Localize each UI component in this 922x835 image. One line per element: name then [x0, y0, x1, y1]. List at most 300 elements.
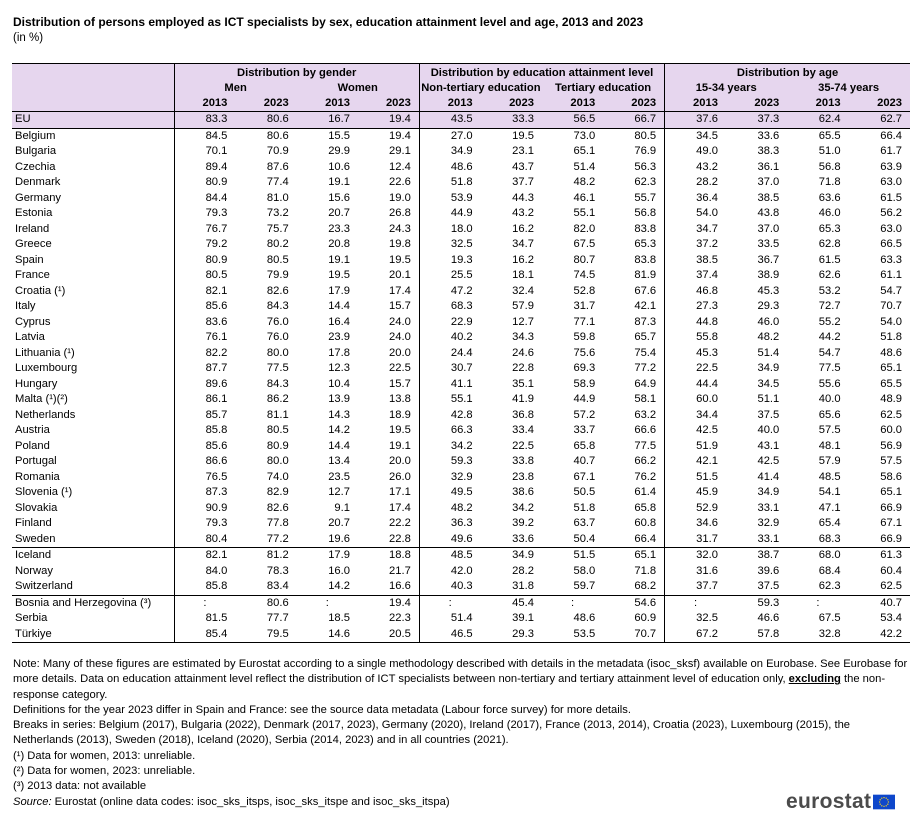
value-cell: 37.7: [665, 579, 726, 595]
value-cell: 63.3: [880, 253, 902, 266]
value-cell: 74.0: [266, 470, 289, 483]
value-cell: 81.1: [266, 408, 289, 421]
value-cell: 39.1: [512, 612, 534, 624]
header-men: Men: [174, 81, 297, 96]
value-cell: 87.3: [634, 315, 657, 328]
country-cell: Switzerland: [15, 580, 73, 592]
value-cell: 80.9: [266, 439, 289, 452]
value-cell: 62.7: [849, 112, 910, 129]
value-cell: 60.8: [634, 517, 657, 529]
value-cell: 14.3: [328, 408, 350, 421]
value-cell: 26.0: [389, 470, 411, 483]
value-cell: 51.5: [665, 470, 726, 486]
value-cell: 65.4: [818, 517, 841, 529]
value-cell: 63.6: [818, 191, 841, 204]
value-cell: 57.2: [573, 408, 596, 421]
value-cell: 19.8: [389, 238, 411, 250]
table-row: [12, 206, 910, 222]
value-cell: 19.4: [358, 595, 419, 611]
value-cell: 63.0: [880, 222, 902, 235]
value-cell: 80.9: [174, 175, 235, 191]
value-cell: 82.1: [174, 548, 235, 564]
table-row: [12, 579, 910, 595]
value-cell: 38.5: [665, 253, 726, 269]
value-cell: 76.0: [266, 315, 289, 328]
value-cell: 40.0: [818, 393, 841, 405]
value-cell: 33.1: [757, 501, 780, 514]
value-cell: 36.3: [419, 516, 480, 532]
table-row: [12, 392, 910, 408]
value-cell: 33.7: [573, 424, 596, 436]
flag-star: [884, 797, 885, 798]
value-cell: 24.4: [419, 346, 480, 362]
value-cell: 57.5: [880, 455, 902, 467]
value-cell: 20.8: [328, 238, 350, 250]
value-cell: 80.6: [235, 595, 296, 611]
value-cell: 70.7: [603, 627, 664, 643]
value-cell: 61.4: [634, 486, 657, 498]
value-cell: 82.6: [266, 501, 289, 514]
value-cell: 85.8: [174, 423, 235, 439]
value-cell: 38.7: [726, 548, 787, 564]
value-cell: 85.6: [174, 299, 235, 315]
table-row: [12, 485, 910, 501]
value-cell: 37.3: [726, 112, 787, 129]
table-row: [12, 128, 910, 144]
table-row: [12, 548, 910, 564]
flag-star: [886, 805, 887, 806]
value-cell: 54.0: [880, 315, 902, 328]
value-cell: 24.3: [389, 222, 411, 235]
table-row: [12, 611, 910, 627]
value-cell: 65.6: [818, 408, 841, 421]
value-cell: 80.5: [174, 268, 235, 284]
table-row: [12, 516, 910, 532]
table-row: [12, 361, 910, 377]
value-cell: 31.7: [573, 300, 596, 312]
value-cell: 76.5: [174, 470, 235, 486]
value-cell: 83.4: [266, 580, 289, 592]
value-cell: 23.9: [328, 331, 350, 343]
value-cell: 19.1: [328, 176, 350, 188]
value-cell: 17.9: [328, 284, 350, 297]
value-cell: 56.9: [880, 439, 902, 452]
value-cell: 83.6: [174, 315, 235, 331]
country-cell: Norway: [15, 564, 53, 577]
value-cell: 76.7: [174, 222, 235, 238]
value-cell: 45.9: [665, 485, 726, 501]
value-cell: 33.3: [481, 112, 542, 129]
value-cell: 62.5: [880, 408, 902, 421]
value-cell: 22.5: [389, 362, 411, 374]
country-cell: Ireland: [15, 222, 50, 235]
value-cell: 20.7: [328, 207, 350, 219]
value-cell: 72.7: [818, 300, 841, 312]
header-year: 2013: [174, 96, 235, 112]
value-cell: 81.9: [634, 269, 657, 281]
header-year: 2013: [665, 96, 726, 112]
value-cell: 66.4: [880, 129, 902, 142]
value-cell: 19.3: [419, 253, 480, 269]
value-cell: 42.5: [757, 455, 780, 467]
value-cell: 67.5: [573, 238, 596, 250]
value-cell: 36.4: [665, 191, 726, 207]
value-cell: 63.0: [880, 176, 902, 188]
value-cell: 31.6: [665, 564, 726, 580]
notes: [13, 657, 913, 810]
header-tertiary: Tertiary education: [542, 81, 665, 96]
value-cell: 76.1: [174, 330, 235, 346]
value-cell: 80.4: [174, 532, 235, 548]
value-cell: 85.4: [174, 627, 235, 643]
value-cell: 84.0: [174, 564, 235, 580]
header-women: Women: [297, 81, 420, 96]
value-cell: 48.1: [818, 439, 841, 452]
value-cell: 58.1: [634, 393, 657, 405]
value-cell: 77.7: [266, 612, 289, 624]
value-cell: 51.4: [573, 160, 596, 173]
value-cell: 54.7: [880, 284, 902, 297]
value-cell: 59.3: [419, 454, 480, 470]
value-cell: 80.5: [634, 129, 657, 142]
value-cell: 53.4: [880, 612, 902, 624]
value-cell: 67.5: [818, 612, 841, 624]
value-cell: 81.0: [266, 191, 289, 204]
value-cell: 86.1: [174, 392, 235, 408]
country-cell: Netherlands: [15, 408, 76, 421]
value-cell: 38.9: [757, 269, 780, 281]
value-cell: 43.2: [665, 160, 726, 176]
value-cell: 63.9: [880, 160, 902, 173]
value-cell: 18.9: [389, 408, 411, 421]
value-cell: 9.1: [334, 501, 350, 514]
note-methodology: [13, 657, 913, 703]
value-cell: 33.1: [757, 532, 780, 545]
value-cell: 86.6: [174, 454, 235, 470]
value-cell: 38.5: [757, 191, 780, 204]
note-text: Note: Many of these figures are estimated by Eurostat according to a single methodology described with details in the metadata (isoc_sksf) available on Eurobase. See Eurobase for more details. Data on education attainment level reflect the distribution of ICT specialists between non-tertiary and tertiary attainment level of education only,: [13, 658, 908, 686]
value-cell: 15.7: [389, 377, 411, 390]
value-cell: 13.4: [328, 455, 350, 467]
value-cell: 48.6: [880, 346, 902, 359]
value-cell: 51.8: [573, 501, 596, 514]
value-cell: 81.2: [235, 548, 296, 564]
value-cell: 78.3: [266, 564, 289, 577]
value-cell: 62.3: [634, 176, 657, 188]
value-cell: 79.9: [266, 269, 289, 281]
value-cell: 79.2: [174, 237, 235, 253]
value-cell: 40.7: [849, 595, 910, 611]
country-cell: Latvia: [15, 331, 45, 343]
value-cell: 19.1: [328, 253, 350, 266]
value-cell: 66.7: [603, 112, 664, 129]
value-cell: 75.7: [266, 222, 289, 235]
value-cell: 41.4: [757, 470, 780, 483]
table-row-eu: [12, 112, 910, 129]
country-cell: Germany: [15, 191, 62, 204]
country-cell: Iceland: [12, 548, 174, 564]
value-cell: 34.9: [419, 144, 480, 160]
value-cell: 85.8: [174, 579, 235, 595]
source-line: [13, 795, 913, 810]
value-cell: 42.1: [634, 300, 657, 312]
table-row: [12, 564, 910, 580]
value-cell: 46.0: [757, 315, 780, 328]
flag-star: [887, 799, 888, 800]
value-cell: 20.0: [389, 346, 411, 359]
value-cell: 36.1: [757, 160, 780, 173]
value-cell: 37.0: [757, 176, 780, 188]
value-cell: 31.7: [665, 532, 726, 548]
value-cell: 80.0: [266, 455, 289, 467]
flag-star: [887, 804, 888, 805]
table-row: [12, 532, 910, 548]
header-age-group: Distribution by age: [665, 64, 910, 82]
value-cell: 16.2: [512, 222, 534, 235]
value-cell: 19.6: [328, 532, 350, 545]
footnote-1: (¹) Data for women, 2013: unreliable.: [13, 749, 196, 762]
value-cell: 46.6: [757, 612, 780, 624]
value-cell: 19.4: [389, 129, 411, 142]
value-cell: 77.4: [266, 176, 289, 188]
value-cell: 87.3: [174, 485, 235, 501]
value-cell: 41.9: [512, 393, 534, 405]
value-cell: 61.1: [880, 269, 902, 281]
table-row: [12, 160, 910, 176]
value-cell: 77.1: [573, 315, 596, 328]
table-row: [12, 315, 910, 331]
value-cell: 54.7: [818, 346, 841, 359]
value-cell: 22.8: [389, 532, 411, 545]
value-cell: 17.4: [389, 501, 411, 514]
value-cell: 43.7: [512, 160, 534, 173]
value-cell: 80.5: [266, 253, 289, 266]
header-education-group: Distribution by education attainment level: [419, 64, 664, 82]
value-cell: 43.1: [757, 439, 780, 452]
value-cell: 22.2: [389, 517, 411, 529]
flag-star: [880, 804, 881, 805]
footnote-2: (²) Data for women, 2023: unreliable.: [13, 765, 196, 778]
value-cell: 24.0: [389, 331, 411, 343]
table-row: [12, 595, 910, 611]
country-cell: Finland: [15, 517, 52, 529]
header-corner-2: [12, 81, 174, 96]
value-cell: 28.2: [512, 564, 534, 577]
value-cell: 18.0: [419, 222, 480, 238]
value-cell: 77.8: [266, 517, 289, 529]
value-cell: 16.7: [297, 112, 358, 129]
value-cell: 19.0: [389, 191, 411, 204]
header-year: 2023: [726, 96, 787, 112]
value-cell: 37.6: [665, 112, 726, 129]
table-row: [12, 191, 910, 207]
value-cell: 19.4: [358, 112, 419, 129]
value-cell: 77.5: [818, 362, 841, 374]
value-cell: 71.8: [634, 564, 657, 577]
value-cell: 48.6: [573, 612, 596, 624]
value-cell: 57.9: [512, 300, 534, 312]
table-row: [12, 144, 910, 160]
header-year: 2013: [297, 96, 358, 112]
value-cell: 23.1: [512, 145, 534, 157]
value-cell: 55.8: [665, 330, 726, 346]
value-cell: 37.0: [757, 222, 780, 235]
table-body: [12, 112, 910, 643]
value-cell: 81.5: [174, 611, 235, 627]
value-cell: 32.9: [419, 470, 480, 486]
value-cell: 40.3: [419, 579, 480, 595]
value-cell: 83.3: [174, 112, 235, 129]
country-cell: Slovakia: [15, 501, 58, 514]
table-row: [12, 175, 910, 191]
flag-star: [879, 801, 880, 802]
value-cell: 68.3: [419, 299, 480, 315]
value-cell: :: [542, 595, 603, 611]
value-cell: 62.5: [880, 580, 902, 592]
value-cell: 49.0: [665, 144, 726, 160]
value-cell: 19.5: [328, 269, 350, 281]
value-cell: 33.8: [512, 455, 534, 467]
value-cell: 62.4: [787, 112, 848, 129]
country-cell: Austria: [15, 424, 50, 436]
country-cell: Sweden: [15, 532, 56, 545]
value-cell: 90.9: [174, 501, 235, 517]
value-cell: 25.5: [419, 268, 480, 284]
value-cell: 65.8: [634, 501, 657, 514]
value-cell: :: [665, 595, 726, 611]
value-cell: 61.5: [818, 253, 841, 266]
value-cell: 23.3: [328, 222, 350, 235]
value-cell: 18.1: [512, 269, 534, 281]
table-row: [12, 627, 910, 643]
value-cell: 32.4: [512, 284, 534, 297]
value-cell: 22.9: [419, 315, 480, 331]
header-gender-group: Distribution by gender: [174, 64, 419, 82]
value-cell: 45.3: [665, 346, 726, 362]
value-cell: 17.1: [389, 486, 411, 498]
value-cell: 27.0: [419, 128, 480, 144]
country-cell: Lithuania (¹): [15, 346, 75, 359]
value-cell: 48.6: [419, 160, 480, 176]
value-cell: 55.1: [419, 392, 480, 408]
header-year: 2023: [849, 96, 910, 112]
value-cell: 32.8: [787, 627, 848, 643]
logo-text: eurostat: [786, 790, 872, 813]
value-cell: 32.9: [757, 517, 780, 529]
value-cell: 69.3: [573, 362, 596, 374]
value-cell: 34.2: [512, 501, 534, 514]
value-cell: 29.3: [757, 300, 780, 312]
value-cell: 45.3: [757, 284, 780, 297]
country-cell: Greece: [15, 238, 52, 250]
value-cell: 34.6: [665, 516, 726, 532]
value-cell: 18.5: [328, 612, 350, 624]
eurostat-logo: [786, 790, 895, 814]
value-cell: 43.5: [419, 112, 480, 129]
value-cell: 53.5: [542, 627, 603, 643]
header-year: 2023: [235, 96, 296, 112]
value-cell: 37.5: [757, 408, 780, 421]
value-cell: 38.6: [512, 486, 534, 498]
value-cell: 70.9: [266, 145, 289, 157]
value-cell: :: [174, 595, 235, 611]
country-cell: Estonia: [15, 207, 53, 219]
country-cell: France: [15, 269, 50, 281]
value-cell: 75.6: [573, 346, 596, 359]
value-cell: 66.4: [634, 532, 657, 545]
value-cell: 46.0: [818, 207, 841, 219]
value-cell: 37.7: [512, 176, 534, 188]
value-cell: 22.8: [512, 362, 534, 374]
table-row: [12, 377, 910, 393]
value-cell: 47.2: [419, 284, 480, 300]
value-cell: 22.5: [665, 361, 726, 377]
table-row: [12, 470, 910, 486]
value-cell: 22.5: [512, 439, 534, 452]
source-text: Eurostat (online data codes: isoc_sks_itsps, isoc_sks_itspe and isoc_sks_itspa): [51, 795, 450, 808]
value-cell: 29.1: [389, 145, 411, 157]
value-cell: 51.8: [880, 331, 902, 343]
value-cell: 44.4: [665, 377, 726, 393]
value-cell: 54.0: [665, 206, 726, 222]
value-cell: 77.5: [266, 362, 289, 374]
value-cell: 34.5: [757, 377, 780, 390]
value-cell: 56.3: [634, 160, 657, 173]
value-cell: 87.6: [266, 160, 289, 173]
value-cell: 34.5: [665, 128, 726, 144]
value-cell: 14.6: [297, 627, 358, 643]
value-cell: 42.1: [665, 454, 726, 470]
value-cell: 24.0: [389, 315, 411, 328]
value-cell: 75.4: [634, 346, 657, 359]
value-cell: 68.2: [634, 580, 657, 592]
value-cell: 82.2: [174, 346, 235, 362]
value-cell: 40.0: [757, 424, 780, 436]
value-cell: 37.5: [757, 580, 780, 592]
value-cell: 55.7: [634, 191, 657, 204]
value-cell: 34.7: [665, 222, 726, 238]
value-cell: 53.9: [419, 191, 480, 207]
value-cell: 37.2: [665, 237, 726, 253]
country-cell: Denmark: [15, 176, 61, 188]
value-cell: 34.9: [757, 486, 780, 498]
value-cell: 56.5: [542, 112, 603, 129]
header-year: 2013: [542, 96, 603, 112]
value-cell: 65.1: [603, 548, 664, 564]
table-row: [12, 501, 910, 517]
value-cell: 44.8: [665, 315, 726, 331]
value-cell: 61.7: [880, 145, 902, 157]
value-cell: 56.8: [818, 160, 841, 173]
value-cell: 14.2: [328, 424, 350, 436]
value-cell: 65.1: [573, 145, 596, 157]
header-corner: [12, 64, 174, 82]
header-year: 2013: [787, 96, 848, 112]
value-cell: 13.8: [389, 393, 411, 405]
value-cell: 80.0: [266, 346, 289, 359]
value-cell: 83.8: [634, 222, 657, 235]
value-cell: 59.7: [573, 580, 596, 592]
value-cell: 27.3: [665, 299, 726, 315]
value-cell: 61.3: [849, 548, 910, 564]
value-cell: 34.9: [757, 362, 780, 374]
value-cell: 48.2: [757, 331, 780, 343]
value-cell: 65.8: [573, 439, 596, 452]
value-cell: 65.5: [818, 129, 841, 142]
value-cell: 40.2: [419, 330, 480, 346]
value-cell: 51.4: [419, 611, 480, 627]
value-cell: 20.5: [358, 627, 419, 643]
